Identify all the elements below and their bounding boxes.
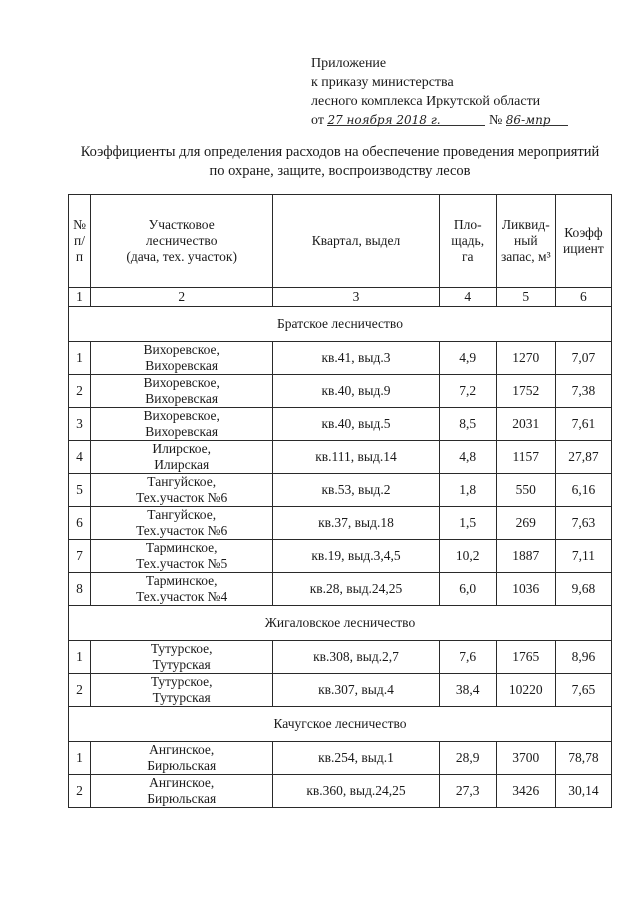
table-row <box>69 674 612 707</box>
stock-cell: 550 <box>496 474 555 507</box>
colnum-2: 2 <box>91 288 273 307</box>
forestry-subname: Илирская <box>154 457 210 472</box>
document-title <box>40 143 640 181</box>
date-underline <box>327 111 485 126</box>
from-label: от <box>311 113 324 128</box>
forestry-cell <box>91 441 273 474</box>
area-cell: 8,5 <box>439 408 496 441</box>
coefficient-cell: 7,11 <box>555 540 611 573</box>
row-number: 2 <box>69 775 91 808</box>
approval-line-3: лесного комплекса Иркутской области <box>311 94 541 109</box>
row-number: 1 <box>69 742 91 775</box>
coefficient-cell: 8,96 <box>555 641 611 674</box>
stock-cell: 1887 <box>496 540 555 573</box>
forestry-cell <box>91 742 273 775</box>
column-numbers-row <box>69 288 612 307</box>
forestry-cell <box>91 375 273 408</box>
forestry-cell <box>91 507 273 540</box>
stock-cell: 3700 <box>496 742 555 775</box>
quarter-cell: кв.40, выд.5 <box>273 408 439 441</box>
colnum-4: 4 <box>439 288 496 307</box>
stock-cell: 269 <box>496 507 555 540</box>
forestry-subname: Бирюльская <box>147 791 217 806</box>
area-cell: 1,5 <box>439 507 496 540</box>
area-cell: 4,9 <box>439 342 496 375</box>
area-cell: 1,8 <box>439 474 496 507</box>
table-row <box>69 742 612 775</box>
section-row <box>69 307 612 342</box>
approval-date-line <box>311 111 611 130</box>
coefficient-cell: 27,87 <box>555 441 611 474</box>
table-row <box>69 474 612 507</box>
approval-block <box>311 54 611 130</box>
forestry-cell <box>91 641 273 674</box>
forestry-subname: Вихоревская <box>145 358 219 373</box>
coefficient-cell: 6,16 <box>555 474 611 507</box>
forestry-cell <box>91 474 273 507</box>
area-cell: 27,3 <box>439 775 496 808</box>
quarter-cell: кв.37, выд.18 <box>273 507 439 540</box>
quarter-cell: кв.307, выд.4 <box>273 674 439 707</box>
section-row <box>69 707 612 742</box>
stock-cell: 1752 <box>496 375 555 408</box>
stock-cell: 1765 <box>496 641 555 674</box>
stock-cell: 3426 <box>496 775 555 808</box>
table-body <box>69 307 612 808</box>
row-number: 6 <box>69 507 91 540</box>
forestry-cell <box>91 674 273 707</box>
header-coefficient: Коэфф ициент <box>555 195 611 288</box>
quarter-cell: кв.360, выд.24,25 <box>273 775 439 808</box>
quarter-cell: кв.53, выд.2 <box>273 474 439 507</box>
coefficient-cell: 7,61 <box>555 408 611 441</box>
row-number: 2 <box>69 674 91 707</box>
quarter-cell: кв.308, выд.2,7 <box>273 641 439 674</box>
forestry-name: Вихоревское, <box>143 342 220 357</box>
coefficient-cell: 7,38 <box>555 375 611 408</box>
coefficient-cell: 9,68 <box>555 573 611 606</box>
number-underline <box>506 111 568 126</box>
row-number: 1 <box>69 641 91 674</box>
forestry-name: Тутурское, <box>150 641 213 656</box>
stock-cell: 2031 <box>496 408 555 441</box>
approval-line-2: к приказу министерства <box>311 75 454 90</box>
forestry-name: Вихоревское, <box>143 408 220 423</box>
quarter-cell: кв.19, выд.3,4,5 <box>273 540 439 573</box>
forestry-cell <box>91 408 273 441</box>
forestry-cell <box>91 573 273 606</box>
forestry-subname: Вихоревская <box>145 391 219 406</box>
forestry-name: Ангинское, <box>149 742 215 757</box>
area-cell: 7,6 <box>439 641 496 674</box>
coefficient-cell: 78,78 <box>555 742 611 775</box>
section-title: Братское лесничество <box>69 307 612 342</box>
area-cell: 7,2 <box>439 375 496 408</box>
forestry-cell <box>91 775 273 808</box>
forestry-name: Тангуйское, <box>147 507 217 522</box>
coefficient-cell: 30,14 <box>555 775 611 808</box>
row-number: 2 <box>69 375 91 408</box>
forestry-name: Вихоревское, <box>143 375 220 390</box>
forestry-subname: Вихоревская <box>145 424 219 439</box>
number-label: № <box>488 113 503 128</box>
forestry-subname: Тутурская <box>152 690 211 705</box>
title-line-2: по охране, защите, воспроизводству лесов <box>209 163 471 179</box>
forestry-subname: Бирюльская <box>147 758 217 773</box>
table-row <box>69 375 612 408</box>
quarter-cell: кв.28, выд.24,25 <box>273 573 439 606</box>
quarter-cell: кв.41, выд.3 <box>273 342 439 375</box>
coefficients-table <box>68 194 612 808</box>
table-header-row <box>69 195 612 288</box>
coefficient-cell: 7,65 <box>555 674 611 707</box>
table-row <box>69 507 612 540</box>
coefficient-cell: 7,63 <box>555 507 611 540</box>
forestry-subname: Тех.участок №4 <box>136 589 228 604</box>
forestry-name: Ангинское, <box>149 775 215 790</box>
forestry-name: Тарминское, <box>145 540 218 555</box>
stock-cell: 1270 <box>496 342 555 375</box>
colnum-6: 6 <box>555 288 611 307</box>
colnum-5: 5 <box>496 288 555 307</box>
area-cell: 28,9 <box>439 742 496 775</box>
area-cell: 6,0 <box>439 573 496 606</box>
section-title: Жигаловское лесничество <box>69 606 612 641</box>
stock-cell: 1036 <box>496 573 555 606</box>
forestry-subname: Тех.участок №5 <box>136 556 228 571</box>
title-line-1: Коэффициенты для определения расходов на обеспечение проведения мероприятий <box>80 144 600 160</box>
row-number: 1 <box>69 342 91 375</box>
quarter-cell: кв.40, выд.9 <box>273 375 439 408</box>
forestry-name: Тутурское, <box>150 674 213 689</box>
area-cell: 38,4 <box>439 674 496 707</box>
forestry-cell <box>91 342 273 375</box>
date-handwritten: 27 ноября 2018 г. <box>327 113 441 127</box>
coefficient-cell: 7,07 <box>555 342 611 375</box>
table-row <box>69 573 612 606</box>
table-row <box>69 775 612 808</box>
forestry-name: Илирское, <box>152 441 211 456</box>
header-quarter: Квартал, выдел <box>273 195 439 288</box>
colnum-3: 3 <box>273 288 439 307</box>
row-number: 3 <box>69 408 91 441</box>
forestry-subname: Тех.участок №6 <box>136 490 228 505</box>
section-title: Качугское лесничество <box>69 707 612 742</box>
table-row <box>69 540 612 573</box>
table-row <box>69 408 612 441</box>
row-number: 5 <box>69 474 91 507</box>
stock-cell: 10220 <box>496 674 555 707</box>
row-number: 4 <box>69 441 91 474</box>
forestry-subname: Тех.участок №6 <box>136 523 228 538</box>
quarter-cell: кв.111, выд.14 <box>273 441 439 474</box>
section-row <box>69 606 612 641</box>
stock-cell: 1157 <box>496 441 555 474</box>
forestry-name: Тангуйское, <box>147 474 217 489</box>
header-stock: Ликвид- ный запас, м³ <box>496 195 555 288</box>
row-number: 7 <box>69 540 91 573</box>
quarter-cell: кв.254, выд.1 <box>273 742 439 775</box>
table-row <box>69 441 612 474</box>
area-cell: 4,8 <box>439 441 496 474</box>
table-row <box>69 342 612 375</box>
header-forestry: Участковое лесничество (дача, тех. участок) <box>91 195 273 288</box>
colnum-1: 1 <box>69 288 91 307</box>
area-cell: 10,2 <box>439 540 496 573</box>
number-handwritten: 86-мпр <box>505 113 551 127</box>
row-number: 8 <box>69 573 91 606</box>
forestry-cell <box>91 540 273 573</box>
header-area: Пло- щадь, га <box>439 195 496 288</box>
forestry-name: Тарминское, <box>145 573 218 588</box>
table-row <box>69 641 612 674</box>
approval-line-1: Приложение <box>311 56 387 71</box>
forestry-subname: Тутурская <box>152 657 211 672</box>
header-number: № п/ п <box>69 195 91 288</box>
